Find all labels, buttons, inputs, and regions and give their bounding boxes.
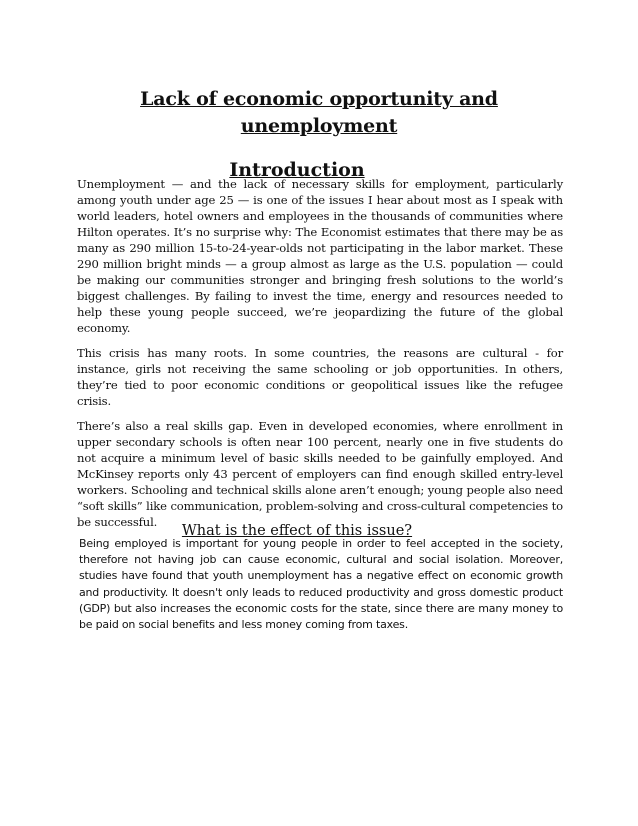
intro-paragraph-1: Unemployment — and the lack of necessary skills for employment, particularly among youth under age 25 — is one of the issues I hear about most as I speak with world leaders, hotel owners and employees in the thousands of communities where Hilton operates. It’s no surprise why: The Economist estimates that there may be as many as 290 million 15-to-24-year-olds not participating in the labor market. These 290 million bright minds — a group almost as large as the U.S. population — could be making our communities stronger and bringing fresh solutions to the world’s biggest challenges. By failing to invest the time, energy and resources needed to help these young people succeed, we’re jeopardizing the future of the global economy. bbox=[77, 177, 563, 335]
effect-heading: What is the effect of this issue? bbox=[181, 522, 413, 539]
document-title: Lack of economic opportunity and unemployment bbox=[140, 87, 498, 137]
intro-paragraph-2: This crisis has many roots. In some countries, the reasons are cultural - for instance, girls not receiving the same schooling or job opportunities. In others, they’re tied to poor economic conditions or geopolitical issues like the refugee crisis. bbox=[77, 346, 563, 408]
effect-section bbox=[79, 536, 563, 642]
intro-paragraph-3: There’s also a real skills gap. Even in developed economies, where enrollment in upper secondary schools is often near 100 percent, nearly one in five students do not acquire a minimum level of basic skills needed to be gainfully employed. And McKinsey reports only 43 percent of employers can find enough skilled entry-level workers. Schooling and technical skills alone aren’t enough; young people also need “soft skills” like communication, problem-solving and cross-cultural competencies to be successful. bbox=[77, 419, 563, 529]
introduction-heading: Introduction bbox=[229, 158, 365, 181]
effect-paragraph: Being employed is important for young people in order to feel accepted in the society, therefore not having job can cause economic, cultural and social isolation. Moreover, studies have found that youth unemployment has a negative effect on economic growth and productivity. It doesn't only leads to reduced productivity and gross domestic product (GDP) but also increases the economic costs for the state, since there are many money to be paid on social benefits and less money coming from taxes. bbox=[79, 537, 563, 632]
introduction-section bbox=[77, 176, 563, 539]
